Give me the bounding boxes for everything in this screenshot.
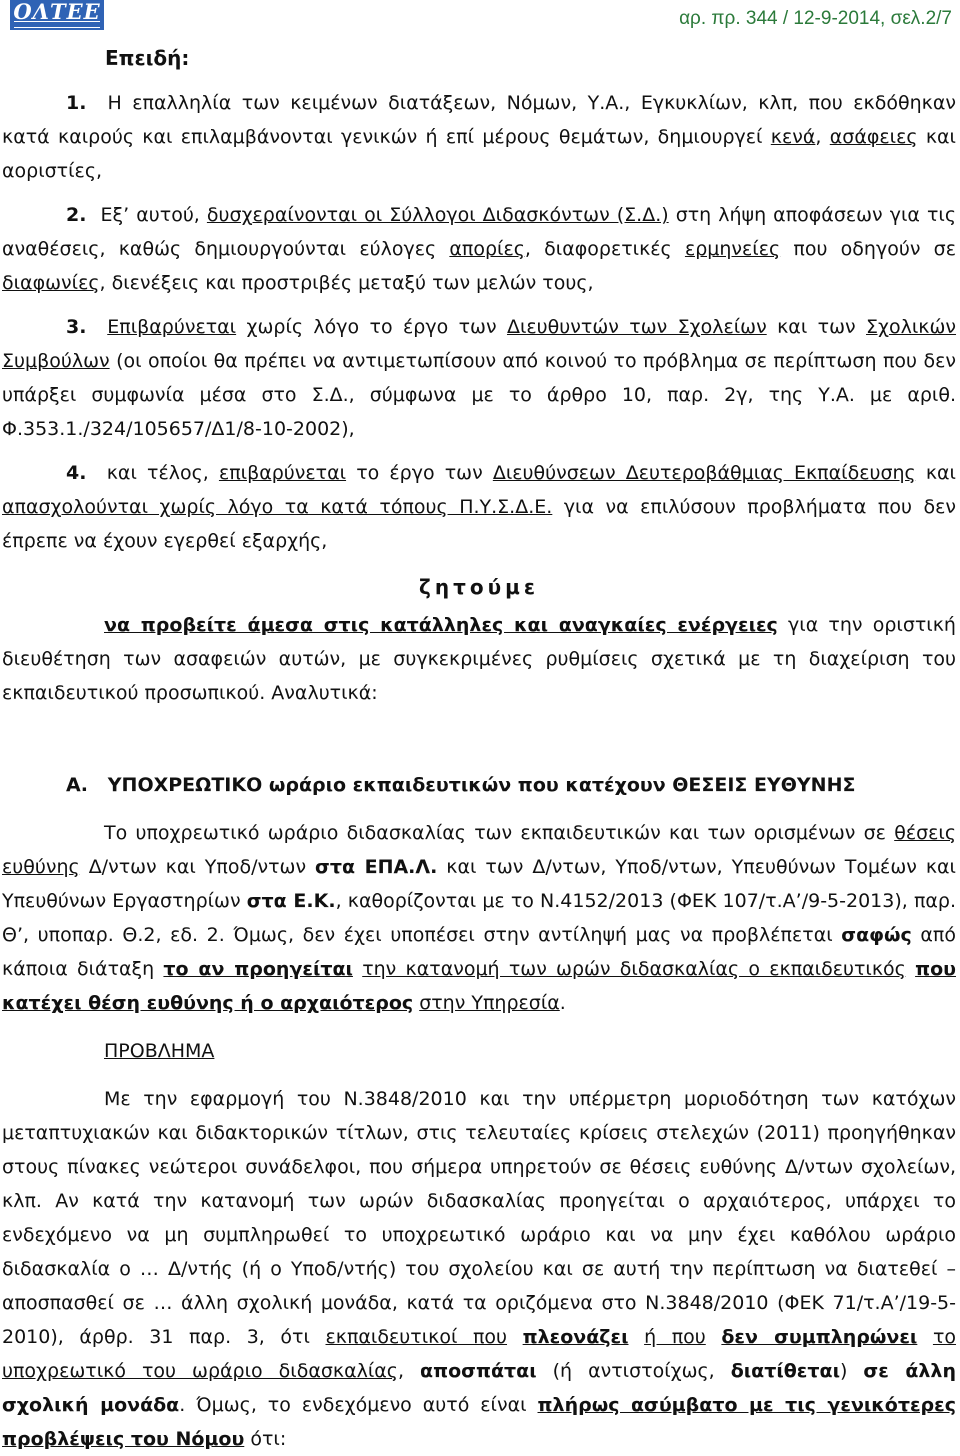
logo-text: ΟΛΤΕΕ [13, 0, 101, 24]
section-a-paragraph: Το υποχρεωτικό ωράριο διδασκαλίας των εκπαιδευτικών και των ορισμένων σε θέσεις ευθύνης Δ/ντων και Υποδ/ντων στα ΕΠΑ.Λ. και των Δ/ντων, Υποδ/ντων, Υπευθύνων Τομέων και Υπευθύνων Εργαστηρίων στα Ε.Κ., καθορίζονται με το Ν.4152/2013 (ΦΕΚ 107/τ.Α’/9-5-2013), παρ. Θ’, υποπαρ. Θ.2, εδ. 2. Όμως, δεν έχει υποπέσει στην αντίληψή μας να προβλέπεται σαφώς από κάποια διάταξη το αν προηγείται την κατανομή των ωρών διδασκαλίας ο εκπαιδευτικός που κατέχει θέση ευθύνης ή ο αρχαιότερος στην Υπηρεσία. [2, 822, 957, 1014]
item-4: 4. και τέλος, επιβαρύνεται το έργο των Διευθύνσεων Δευτεροβάθμιας Εκπαίδευσης και απασχολούνται χωρίς λόγο τα κατά τόπους Π.Υ.Σ.Δ.Ε. για να επιλύσουν προβλήματα που δεν έπρεπε να έχουν εγερθεί εξαρχής, [2, 462, 956, 552]
section-a-heading: Α. ΥΠΟΧΡΕΩΤΙΚΟ ωράριο εκπαιδευτικών που κατέχουν ΘΕΣΕΙΣ ΕΥΘΥΝΗΣ [66, 774, 856, 796]
item-1: 1. Η επαλληλία των κειμένων διατάξεων, Νόμων, Υ.Α., Εγκυκλίων, κλπ, που εκδόθηκαν κατά καιρούς και επιλαμβάνονται γενικών ή επί μέρους θεμάτων, δημιουργεί κενά, ασάφειες και αοριστίες, [2, 92, 956, 182]
demand-heading: ζητούμε [419, 575, 539, 599]
logo [10, 0, 104, 30]
item-2: 2. Εξ’ αυτού, δυσχεραίνονται οι Σύλλογοι Διδασκόντων (Σ.Δ.) στη λήψη αποφάσεων για τις αναθέσεις, καθώς δημιουργούνται εύλογες απορίες, διαφορετικές ερμηνείες που οδηγούν σε διαφωνίες, διενέξεις και προστριβές μεταξύ των μελών τους, [2, 204, 956, 294]
problem-label: ΠΡΟΒΛΗΜΑ [104, 1040, 215, 1062]
item-3: 3. Επιβαρύνεται χωρίς λόγο το έργο των Διευθυντών των Σχολείων και των Σχολικών Συμβούλων (οι οποίοι θα πρέπει να αντιμετωπίσουν από κοινού το πρόβλημα σε περίπτωση που δεν υπάρξει συμφωνία μέσα στο Σ.Δ., σύμφωνα με το άρθρο 10, παρ. 2γ, της Υ.Α. με αριθ. Φ.353.1./324/105657/Δ1/8-10-2002), [2, 316, 957, 440]
logo-lines [14, 21, 100, 28]
protocol-reference: αρ. πρ. 344 / 12-9-2014, σελ.2/7 [679, 8, 952, 29]
document-body [2, 86, 956, 1456]
demand-paragraph: να προβείτε άμεσα στις κατάλληλες και αναγκαίες ενέργειες για την οριστική διευθέτηση των ασαφειών αυτών, με συγκεκριμένες ρυθμίσεις σχετικά με τη διαχείριση του εκπαιδευτικού προσωπικού. Αναλυτικά: [2, 614, 956, 704]
intro-label: Επειδή: [105, 46, 190, 70]
problem-paragraph: Με την εφαρμογή του Ν.3848/2010 και την υπέρμετρη μοριοδότηση των κατόχων μεταπτυχιακών και διδακτορικών τίτλων, στις τελευταίες κρίσεις στελεχών (2011) προηγήθηκαν στους πίνακες νεώτεροι συνάδελφοι, που σήμερα υπηρετούν σε θέσεις ευθύνης Δ/ντων σχολείων, κλπ. Αν κατά την κατανομή των ωρών διδασκαλίας προηγείται ο αρχαιότερος, υπάρχει το ενδεχόμενο να μη συμπληρωθεί το υποχρεωτικό ωράριο και να μην έχει καθόλου ωράριο διδασκαλία ο … Δ/ντής (ή ο Υποδ/ντής) του σχολείου και σε αυτή την περίπτωση να διατεθεί – αποσπασθεί σε … άλλη σχολική μονάδα, κατά τα οριζόμενα στο Ν.3848/2010 (ΦΕΚ 71/τ.Α’/19-5-2010), άρθρ. 31 παρ. 3, ότι εκπαιδευτικοί που πλεονάζει ή που δεν συμπληρώνει το υποχρεωτικό του ωράριο διδασκαλίας, αποσπάται (ή αντιστοίχως, διατίθεται) σε άλλη σχολική μονάδα. Όμως, το ενδεχόμενο αυτό είναι πλήρως ασύμβατο με τις γενικότερες προβλέψεις του Νόμου ότι: [2, 1088, 957, 1450]
